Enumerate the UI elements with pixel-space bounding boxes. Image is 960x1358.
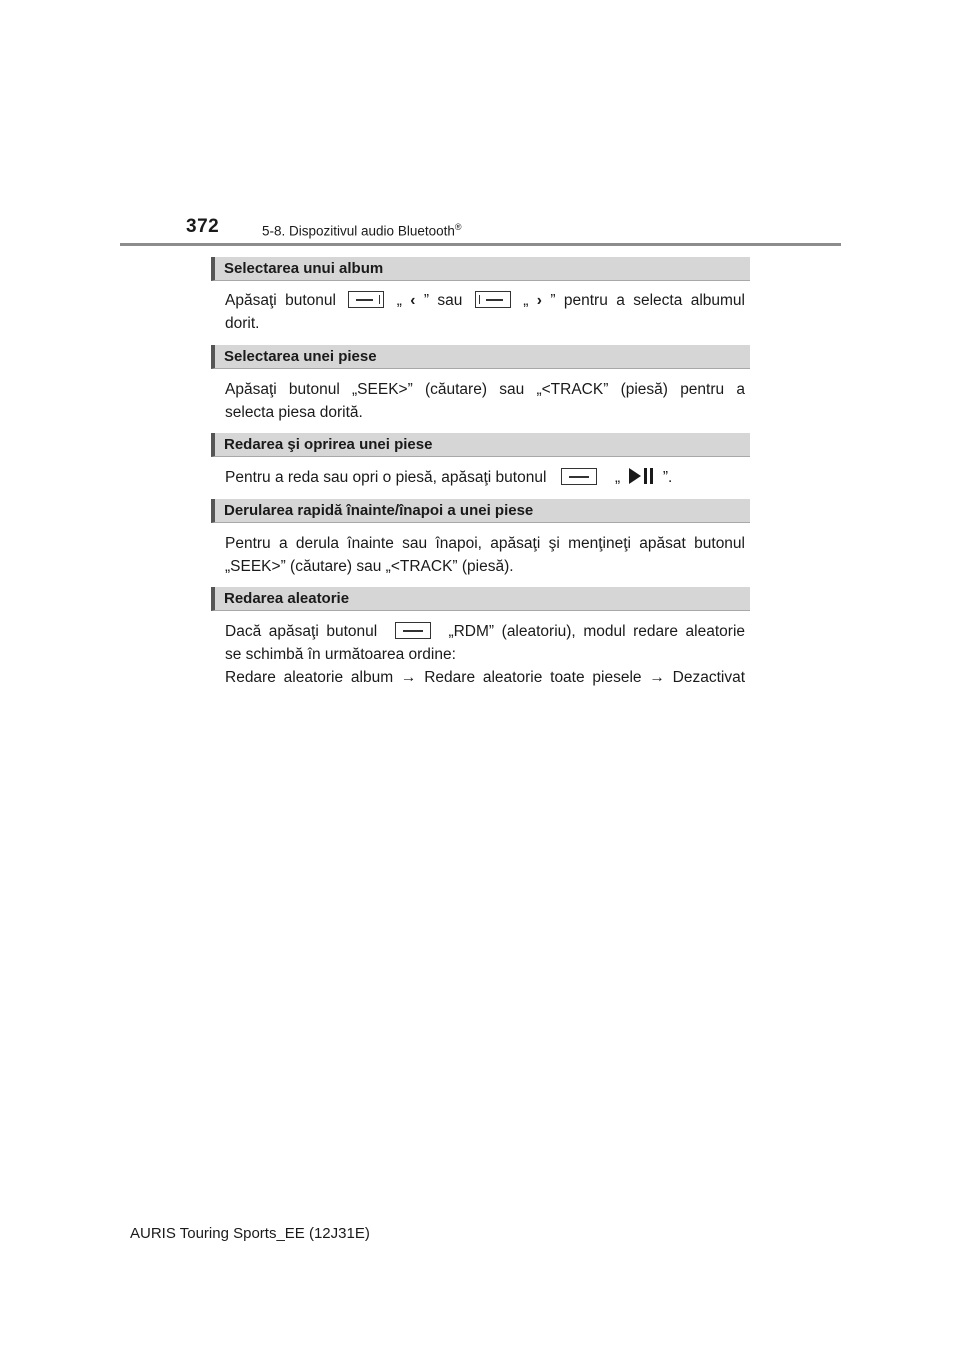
chevron-left-icon: ‹ <box>410 292 416 309</box>
steering-button-icon <box>561 468 597 485</box>
para-select-track-line2: selecta piesa dorită. <box>225 404 363 421</box>
para-random-line1: Dacă apăsaţi butonul „RDM” (aleatoriu), modul redare aleatorie <box>225 623 746 640</box>
para-random-line3: Redare aleatorie album → Redare aleatorie toate piesele → Dezactivat <box>225 669 745 686</box>
steering-button-icon <box>475 291 511 308</box>
para-random-line2: se schimbă în următoarea ordine: <box>225 646 456 663</box>
heading-select-track: Selectarea unei piese <box>211 345 750 369</box>
steering-button-icon <box>348 291 384 308</box>
page-number: 372 <box>186 216 220 237</box>
play-pause-icon <box>627 467 657 485</box>
registered-mark: ® <box>454 222 462 232</box>
para-fast-forward-line1: Pentru a derula înainte sau înapoi, apăsaţi şi menţineţi apăsat butonul <box>225 535 745 552</box>
footer-model: AURIS Touring Sports_EE (12J31E) <box>130 1225 370 1242</box>
section-title: 5-8. Dispozitivul audio Bluetooth® <box>262 222 462 239</box>
para-select-track-line1: Apăsaţi butonul „SEEK>” (căutare) sau „<TRACK” (piesă) pentru a <box>225 381 745 398</box>
chevron-right-icon: › <box>536 292 542 309</box>
heading-random-playback: Redarea aleatorie <box>211 587 750 611</box>
heading-select-album: Selectarea unui album <box>211 257 750 281</box>
para-select-album-line2: dorit. <box>225 315 260 332</box>
para-select-album-line1: Apăsaţi butonul „ ‹ ” sau „ › ” pentru a selecta albumul <box>225 292 745 309</box>
header-rule <box>120 243 841 246</box>
heading-play-pause: Redarea şi oprirea unei piese <box>211 433 750 457</box>
heading-fast-forward-rewind: Derularea rapidă înainte/înapoi a unei piese <box>211 499 750 523</box>
steering-button-icon <box>395 622 431 639</box>
para-fast-forward-line2: „SEEK>” (căutare) sau „<TRACK” (piesă). <box>225 558 514 575</box>
para-play-pause: Pentru a reda sau opri o piesă, apăsaţi butonul „ ”. <box>225 469 673 486</box>
